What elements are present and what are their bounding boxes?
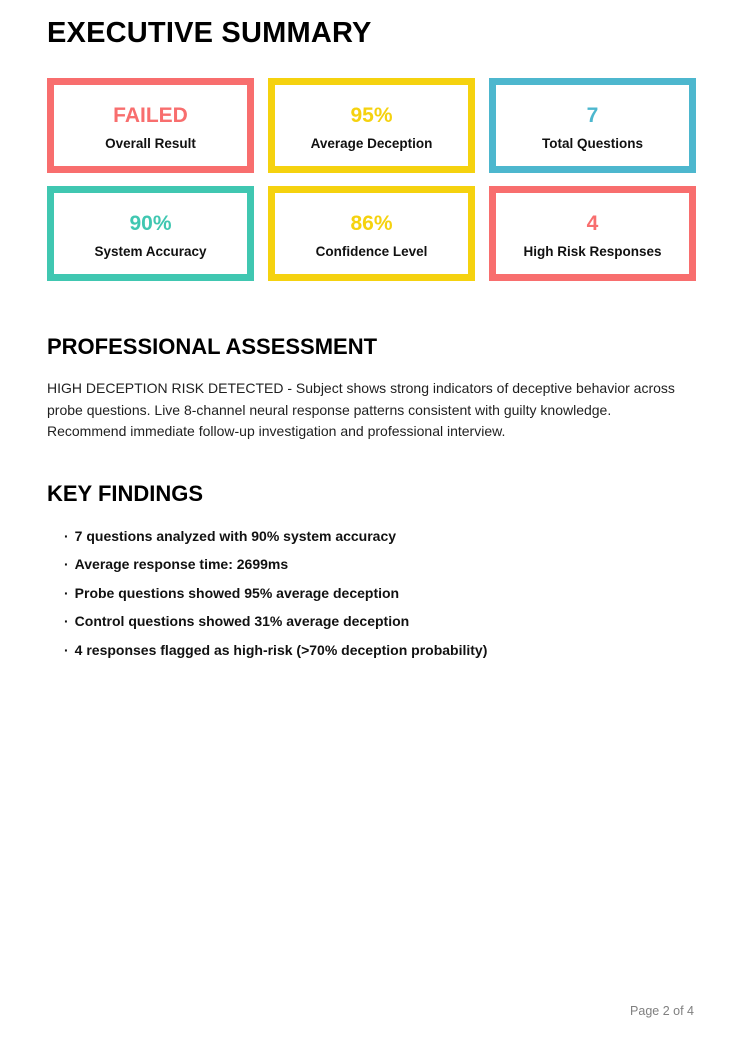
page-title: EXECUTIVE SUMMARY: [47, 17, 372, 49]
stat-card: [47, 78, 254, 173]
key-finding-item: [64, 529, 696, 543]
section-heading-assessment: PROFESSIONAL ASSESSMENT: [47, 334, 378, 359]
key-finding-item: [64, 614, 696, 628]
stat-card-value: 86%: [350, 211, 393, 235]
stat-card-label: Total Questions: [541, 135, 643, 151]
assessment-body: HIGH DECEPTION RISK DETECTED - Subject shows strong indicators of deceptive behavior across probe questions. Live 8-channel neural response patterns consistent with guilty knowledge. Recommend immediate follow-up investigation and professional interview.: [47, 380, 675, 439]
key-findings-list: [47, 529, 696, 657]
bullet-icon: ·: [64, 584, 69, 601]
stat-card-value: 95%: [350, 103, 393, 127]
bullet-icon: ·: [64, 613, 69, 629]
stat-card-label: System Accuracy: [94, 243, 207, 259]
bullet-icon: ·: [64, 641, 69, 658]
stat-cards: [47, 78, 696, 281]
key-finding-item: [64, 586, 696, 600]
stat-card-label: Confidence Level: [315, 243, 428, 259]
bullet-icon: ·: [64, 556, 69, 572]
stat-card: [47, 186, 254, 281]
stat-card-value: FAILED: [113, 103, 188, 127]
stat-card: [268, 78, 475, 173]
stat-card-value: 90%: [129, 211, 172, 235]
bullet-icon: ·: [64, 527, 69, 544]
section-heading-key-findings: KEY FINDINGS: [47, 480, 204, 506]
stat-card: [489, 78, 696, 173]
key-finding-text: 4 responses flagged as high-risk (>70% deception probability): [74, 641, 488, 658]
stat-card-label: Overall Result: [105, 135, 196, 151]
key-finding-text: Control questions showed 31% average deception: [74, 613, 410, 629]
stat-card-label: High Risk Responses: [523, 243, 662, 259]
key-finding-item: [64, 643, 696, 657]
stat-card: [489, 186, 696, 281]
stat-card-value: 7: [586, 103, 599, 127]
key-finding-text: Probe questions showed 95% average deception: [74, 584, 400, 601]
stat-card-label: Average Deception: [310, 135, 433, 151]
stat-card-value: 4: [586, 211, 599, 235]
key-finding-item: [64, 557, 696, 571]
stat-card: [268, 186, 475, 281]
key-finding-text: 7 questions analyzed with 90% system accuracy: [74, 527, 397, 544]
page-footer: Page 2 of 4: [630, 1004, 694, 1018]
key-finding-text: Average response time: 2699ms: [74, 556, 289, 572]
